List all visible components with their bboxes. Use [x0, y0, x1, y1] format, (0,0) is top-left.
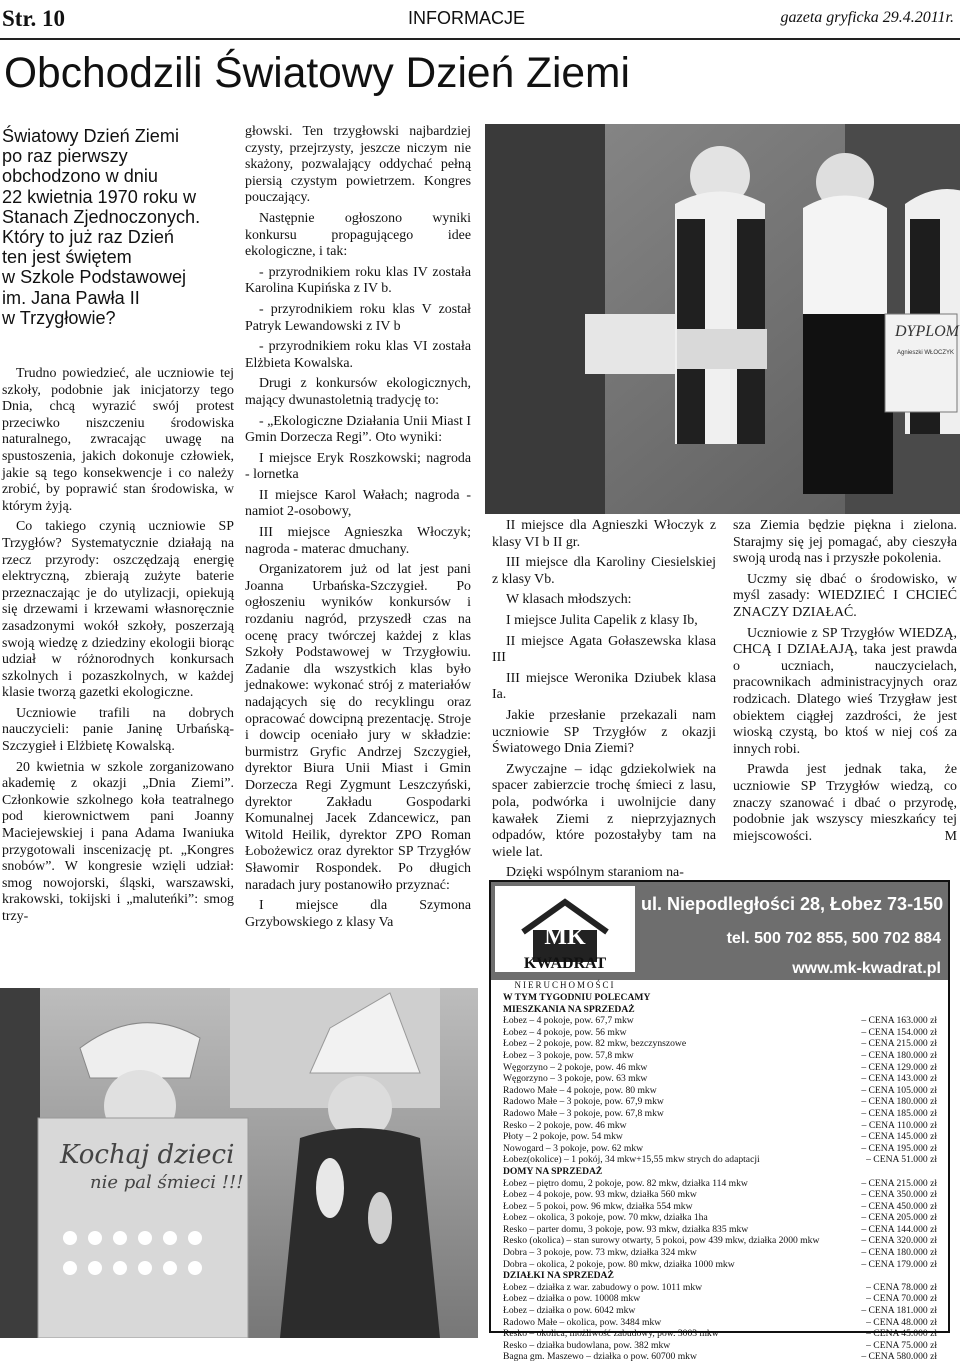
- listing-price: – CENA 450.000 zł: [861, 1200, 937, 1212]
- listing-price: – CENA 163.000 zł: [861, 1015, 937, 1027]
- page-number: Str. 10: [2, 6, 66, 31]
- paragraph: 20 kwietnia w szkole zorganizowano akademię z okazji „Dnia Ziemi”. Członkowie szkolnego koła teatralnego pod kierownictwem pani Joanny Maciejewskiej i pana Adama Iwaniuka przygotowali inscenizację pt. „Kongres snobów”. W kongresie wzięli udział: smog nowojorski, śląski, warszawski, krakowski, tokijski i „maluteńki”: smog trzy-: [2, 759, 234, 924]
- listing-price: – CENA 205.000 zł: [861, 1212, 937, 1224]
- listing-row: [503, 1096, 937, 1108]
- section-name: INFORMACJE: [408, 8, 525, 28]
- paragraph: Uczniowie z SP Trzygłów WIEDZĄ, CHCĄ I DZIAŁAJĄ, taka jest prawda o uczniach, nauczycielach, pracownikach administracyjnych oraz rodzicach. Dlatego wieś Trzygław jest obiektem ciągłej zazdrości, że jest wioską czystą, bo ktoś w niej coś za innych robi.: [733, 625, 957, 757]
- paragraph: Jakie przesłanie przekazali nam uczniowie SP Trzygłów z okazji Światowego Dnia Ziemi?: [492, 707, 716, 757]
- listing-description: Radowo Małe – 3 pokoje, pow. 67,9 mkw: [503, 1096, 664, 1108]
- lead-line: im. Jana Pawła II: [2, 287, 140, 308]
- listing-description: Łobez – 2 pokoje, pow. 82 mkw, bezczynszowe: [503, 1038, 687, 1050]
- listing-price: – CENA 185.000 zł: [861, 1107, 937, 1119]
- listing-description: Łobez – piętro domu, 2 pokoje, pow. 82 mkw, działka 114 mkw: [503, 1177, 748, 1189]
- photo-children-costumes: [0, 988, 478, 1338]
- listing-price: – CENA 75.000 zł: [866, 1339, 937, 1351]
- paragraph: Dzięki wspólnym staraniom na-: [506, 865, 684, 881]
- listing-description: Łobez – 4 pokoje, pow. 56 mkw: [503, 1026, 627, 1038]
- listing-price: – CENA 180.000 zł: [861, 1096, 937, 1108]
- listing-price: – CENA 70.000 zł: [866, 1293, 937, 1305]
- logo-box: [495, 886, 635, 972]
- page-title: Obchodzili Światowy Dzień Ziemi: [4, 50, 630, 97]
- listing-row: [503, 1224, 937, 1236]
- diploma-name: Agnieszki WŁOCZYK: [897, 350, 955, 356]
- listing-description: Radowo Małe – okolica, pow. 3484 mkw: [503, 1316, 662, 1328]
- paragraph: III miejsce Agnieszka Włoczyk; nagroda - materac dmuchany.: [245, 525, 471, 557]
- paragraph: Zwyczajne – idąc gdziekolwiek na spacer zabierzcie trochę śmieci z lasu, pola, podwórka i uwolnijcie dany kawałek Ziemi z nieprzyjaznych odpadów, które pozostałyby tam na wiele lat.: [492, 761, 716, 860]
- plots-list: [503, 1282, 937, 1363]
- paragraph: sza Ziemia będzie piękna i zielona. Starajmy się jej pomagać, aby cieszyła swoją urodą nas i przyszłe pokolenia.: [733, 518, 957, 567]
- listing-price: – CENA 180.000 zł: [861, 1049, 937, 1061]
- listing-row: [503, 1293, 937, 1305]
- paragraph: Następnie ogłoszono wyniki konkursu propagującego idee ekologiczne, i tak:: [245, 210, 471, 260]
- listing-description: Łobez – 4 pokoje, pow. 93 mkw, działka 560 mkw: [503, 1189, 697, 1201]
- lead-line: obchodzono w dniu: [2, 166, 158, 187]
- paragraph: II miejsce Karol Wałach; nagroda - namiot 2-osobowy,: [245, 487, 471, 520]
- lead-line: Który to już raz Dzień: [2, 227, 174, 248]
- listing-description: Resko – okolica, możliwość zabudowy, pow. 3003 mkw: [503, 1328, 719, 1340]
- paragraph: I miejsce Julita Capelik z klasy Ib,: [506, 612, 698, 628]
- paragraph: - „Ekologiczne Działania Unii Miast I Gmin Dorzecza Regi”. Oto wyniki:: [245, 413, 471, 446]
- listing-row: [503, 1073, 937, 1085]
- listing-row: [503, 1282, 937, 1294]
- listing-description: Dobra – okolica, 2 pokoje, pow. 80 mkw, działka 1000 mkw: [503, 1258, 735, 1270]
- lead-line: Światowy Dzień Ziemi: [2, 126, 179, 146]
- listing-price: – CENA 105.000 zł: [861, 1084, 937, 1096]
- listing-price: – CENA 143.000 zł: [861, 1073, 937, 1085]
- listing-price: – CENA 215.000 zł: [861, 1038, 937, 1050]
- listing-description: Resko – parter domu, 3 pokoje, pow. 93 mkw, działka 835 mkw: [503, 1223, 749, 1235]
- listing-description: Łobez(okolice) – 1 pokój, 34 mkw+15,55 mkw strych do adaptacji: [503, 1154, 760, 1166]
- listing-row: [503, 1038, 937, 1050]
- paragraph: - przyrodnikiem roku klas V został Patryk Lewandowski z IV b: [245, 301, 471, 334]
- listing-row: [503, 1189, 937, 1201]
- listing-row: [503, 1143, 937, 1155]
- listing-price: – CENA 144.000 zł: [861, 1223, 937, 1235]
- paragraph: Prawda jest jednak taka, że uczniowie SP Trzygłów wiedzą, co znaczy szanować i dbać o przyrodę, podobnie jak wszyscy mieszkańcy tej miejscowości.: [733, 762, 957, 844]
- listing-price: – CENA 48.000 zł: [866, 1316, 937, 1328]
- paragraph: I miejsce Eryk Roszkowski; nagroda - lornetka: [245, 450, 471, 483]
- listing-price: – CENA 51.000 zł: [866, 1154, 937, 1166]
- banner-text-2: nie pal śmieci !!!: [90, 1172, 244, 1193]
- listing-price: – CENA 180.000 zł: [861, 1247, 937, 1259]
- listing-row: [503, 1340, 937, 1352]
- listing-description: Łobez – działka o pow. 6042 mkw: [503, 1305, 636, 1317]
- listing-price: – CENA 110.000 zł: [861, 1119, 937, 1131]
- lead-line: 22 kwietnia 1970 roku w: [2, 186, 197, 207]
- header-rule: [0, 38, 960, 40]
- listing-description: Radowo Małe – 4 pokoje, pow. 80 mkw: [503, 1084, 657, 1096]
- paragraph: Uczniowie trafili na dobrych nauczycieli: panie Janinę Urbańską-Szczygieł i Elżbietę Kowalską.: [2, 705, 234, 755]
- listing-description: Łobez – 5 pokoi, pow. 96 mkw, działka 554 mkw: [503, 1200, 693, 1212]
- logo-mark: MK: [544, 924, 586, 950]
- listing-description: Radowo Małe – 3 pokoje, pow. 67,8 mkw: [503, 1107, 664, 1119]
- real-estate-ad: [489, 880, 950, 1363]
- listing-row: [503, 1027, 937, 1039]
- paragraph: II miejsce dla Agnieszki Włoczyk z klasy VI b II gr.: [492, 518, 716, 550]
- issue-info: gazeta gryficka 29.4.2011r.: [780, 9, 954, 26]
- listing-description: Łobez – 4 pokoje, pow. 67,7 mkw: [503, 1015, 634, 1027]
- listing-description: Płoty – 2 pokoje, pow. 54 mkw: [503, 1131, 623, 1143]
- weekly-heading: W TYM TYGODNIU POLECAMY: [503, 992, 651, 1003]
- listing-row: [503, 1305, 937, 1317]
- listing-price: – CENA 320.000 zł: [861, 1235, 937, 1247]
- article-column-3: [492, 518, 716, 886]
- article-column-4: [733, 518, 957, 846]
- ad-phones: tel. 500 702 855, 500 702 884: [726, 930, 941, 947]
- listing-row: [503, 1085, 937, 1097]
- listing-description: Węgorzyno – 3 pokoje, pow. 63 mkw: [503, 1073, 648, 1085]
- lead-line: Stanach Zjednoczonych.: [2, 206, 201, 227]
- lead-line: w Szkole Podstawowej: [2, 267, 187, 288]
- diploma-title: DYPLOM: [895, 323, 960, 340]
- listing-row: [503, 1015, 937, 1027]
- flats-list: [503, 1015, 937, 1166]
- lead-line: ten jest świętem: [2, 247, 132, 268]
- listing-price: – CENA 181.000 zł: [861, 1305, 937, 1317]
- listing-row: [503, 1235, 937, 1247]
- listing-row: [503, 1247, 937, 1259]
- listing-price: – CENA 45.000 zł: [866, 1328, 937, 1340]
- listing-row: [503, 1131, 937, 1143]
- paragraph: - przyrodnikiem roku klas IV została Karolina Kupińska z IV b.: [245, 264, 471, 297]
- section-heading-plots: DZIAŁKI NA SPRZEDAŻ: [503, 1270, 614, 1282]
- paragraph: Co takiego czynią uczniowie SP Trzygłów? Systematycznie działają na rzecz przyrody: oszczędzają energię elektryczną, zbierają zużyte baterie przeznaczając je do utylizacji, opiekują się drzewami i krzewami własnoręcznie zasadzonymi wokół szkoły, poszerzają swoją wiedzę z dziedziny ekologii biorąc udział w różnorodnych konkursach szkolnych i pozaszkolnych, w każdej klasie tworzą gazetki ekologiczne.: [2, 519, 234, 701]
- listing-price: – CENA 145.000 zł: [861, 1131, 937, 1143]
- listing-row: [503, 1154, 937, 1166]
- listing-row: [503, 1351, 937, 1363]
- listing-description: Nowogard – 3 pokoje, pow. 62 mkw: [503, 1142, 644, 1154]
- listing-price: – CENA 580.000 zł: [861, 1351, 937, 1363]
- listing-row: [503, 1212, 937, 1224]
- paragraph: W klasach młodszych:: [506, 592, 632, 608]
- listing-row: [503, 1259, 937, 1271]
- paragraph: - przyrodnikiem roku klas VI została Elżbieta Kowalska.: [245, 339, 471, 371]
- listing-row: [503, 1108, 937, 1120]
- lead-text: [2, 126, 234, 328]
- paragraph: Uczmy się dbać o środowisko, w myśl zasady: WIEDZIEĆ I CHCIEĆ ZNACZY DZIAŁAĆ.: [733, 571, 957, 620]
- listing-description: Łobez – 3 pokoje, pow. 57,8 mkw: [503, 1049, 634, 1061]
- listing-description: Łobez – działka o pow. 10008 mkw: [503, 1293, 641, 1305]
- section-heading-flats: MIESZKANIA NA SPRZEDAŻ: [503, 1003, 635, 1015]
- houses-list: [503, 1178, 937, 1271]
- ad-website[interactable]: www.mk-kwadrat.pl: [792, 960, 941, 977]
- listing-row: [503, 1062, 937, 1074]
- paragraph: głowski. Ten trzygłowski najbardziej czysty, przejrzysty, jeszcze niczym nie skażony, pozwalający oddychać pełną piersią czystym powietrzem. Kongres pouczający.: [245, 124, 471, 206]
- listing-description: Resko – 2 pokoje, pow. 46 mkw: [503, 1119, 627, 1131]
- banner-text: Kochaj dzieci: [60, 1140, 235, 1170]
- paragraph: II miejsce Agata Gołaszewska klasa III: [492, 633, 716, 666]
- paragraph: I miejsce dla Szymona Grzybowskiego z klasy Va: [245, 898, 471, 930]
- lead-line: w Trzygłowie?: [2, 307, 116, 328]
- listing-price: – CENA 78.000 zł: [866, 1281, 937, 1293]
- listing-description: Węgorzyno – 2 pokoje, pow. 46 mkw: [503, 1061, 648, 1073]
- article-column-2: [245, 124, 471, 935]
- listing-price: – CENA 350.000 zł: [861, 1189, 937, 1201]
- paragraph: III miejsce dla Karoliny Ciesielskiej z klasy Vb.: [492, 555, 716, 587]
- listing-row: [503, 1328, 937, 1340]
- listing-description: Bagna gm. Maszewo – działka o pow. 60700 mkw: [503, 1351, 697, 1363]
- ad-address: ul. Niepodległości 28, Łobez 73-150: [641, 894, 944, 914]
- author-sign: M: [944, 829, 957, 845]
- listing-description: Łobez – działka z war. zabudowy o pow. 1011 mkw: [503, 1281, 703, 1293]
- brand-name: KWADRAT: [523, 955, 607, 972]
- listing-price: – CENA 215.000 zł: [861, 1177, 937, 1189]
- article-column-1: [2, 366, 234, 930]
- listing-row: [503, 1178, 937, 1190]
- paragraph: Trudno powiedzieć, ale uczniowie tej szkoły, podobnie jak inicjatorzy tego Dnia, chcą wyrazić swój protest przeciwko niszczeniu środowiska naturalnego, zwracając uwagę na spustoszenia, jakich dokonuje człowiek, jakie są tego konsekwencje i co należy zrobić, by poprawić stan środowiska, w którym żyją.: [2, 366, 234, 514]
- listing-description: Łobez – okolica, 3 pokoje, pow. 70 mkw, działka 1ha: [503, 1212, 708, 1224]
- paragraph: Drugi z konkursów ekologicznych, mający dwunastoletnią tradycję to:: [245, 376, 471, 408]
- paragraph: Organizatorem już od lat jest pani Joanna Urbańska-Szczygieł. Po ogłoszeniu wyników konkursów i rozdaniu nagród, przyszedł czas na ocenę pracy twórczej każdej z klas Szkoły Podstawowej w Trzygłowiu. Zadanie dla wszystkich klas było jednakowe: wykonać strój z materiałów nadających się do recyklingu oraz opracować dowcipną prezentację. Stroje i dowcip oceniało jury w składzie: burmistrz Gryfic Andrzej Szczygieł, dyrektor Biura Unii Miast i Gmin Dorzecza Regi Zygmunt Leszczyński, dyrektor Zakładu Gospodarki Komunalnej Jacek Zdancewicz, pan Witold Heilik, dyrektor ZPO Roman Łobożewicz oraz dyrektor SP Trzygłów Sławomir Rospondek. Po długich naradach jury postanowiło przyznać:: [245, 562, 471, 893]
- paragraph: III miejsce Weronika Dziubek klasa Ia.: [492, 670, 716, 703]
- listing-row: [503, 1120, 937, 1132]
- photo-award-winners: [485, 124, 960, 514]
- listing-price: – CENA 129.000 zł: [861, 1061, 937, 1073]
- listing-description: Resko – działka budowlana, pow. 382 mkw: [503, 1339, 671, 1351]
- listings: [503, 992, 937, 1363]
- listing-row: [503, 1317, 937, 1329]
- listing-price: – CENA 179.000 zł: [861, 1258, 937, 1270]
- listing-row: [503, 1201, 937, 1213]
- listing-description: Resko (okolica) – stan surowy otwarty, 5 pokoi, pow 439 mkw, działka 2000 mkw: [503, 1235, 820, 1247]
- listing-row: [503, 1050, 937, 1062]
- lead-line: po raz pierwszy: [2, 146, 128, 167]
- section-heading-houses: DOMY NA SPRZEDAŻ: [503, 1165, 603, 1177]
- listing-price: – CENA 195.000 zł: [861, 1142, 937, 1154]
- brand-subtitle: NIERUCHOMOŚCI: [514, 980, 616, 990]
- listing-description: Dobra – 3 pokoje, pow. 73 mkw, działka 324 mkw: [503, 1247, 697, 1259]
- ad-banner: [491, 882, 948, 980]
- listing-price: – CENA 154.000 zł: [861, 1026, 937, 1038]
